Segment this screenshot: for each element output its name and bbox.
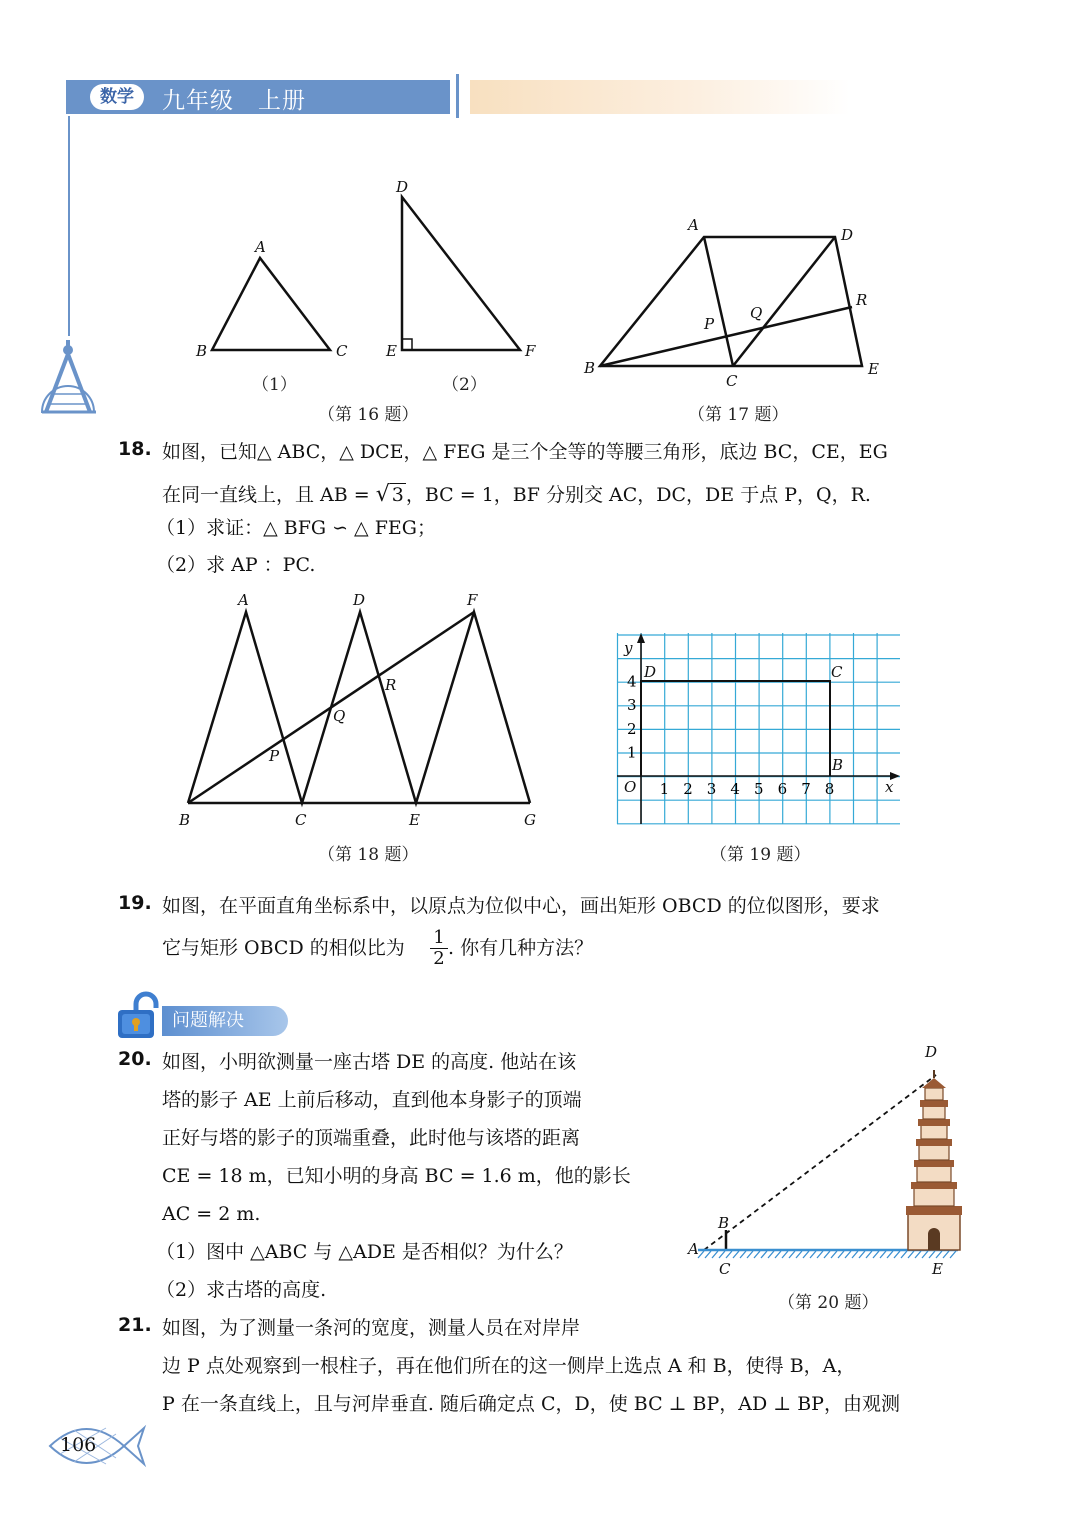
figure-19 [617,633,902,825]
q21-number: 21. [118,1314,152,1336]
fig18-label-d: D [353,591,366,609]
y-tick-label: 4 [627,672,637,691]
fig18-label-e: E [409,811,420,829]
fig19-point-c: C [831,663,843,681]
hatch-mark [838,1251,844,1258]
hatch-mark [810,1251,816,1258]
fig17-label-q: Q [750,304,763,322]
hatch-mark [705,1251,711,1258]
fig20-label-c: C [719,1260,731,1278]
fig16-label-f: F [525,342,536,360]
segment-bf [188,612,474,803]
fig18-label-p: P [269,747,280,765]
x-tick-label: 6 [777,780,788,798]
ground-hatching [698,1251,956,1258]
fig19-x-label: x [885,778,894,796]
page-number: 106 [60,1434,97,1456]
q18-part1: （1）求证：△ BFG ∽ △ FEG； [156,517,436,539]
fig20-label-d: D [925,1043,938,1061]
hatch-mark [894,1251,900,1258]
fig16-sub1-caption: （1） [252,375,297,395]
q18-line2 [162,476,871,514]
hatch-mark [719,1251,725,1258]
sqrt-sign: √ [375,482,390,507]
x-tick-label: 5 [754,780,764,798]
fig20-caption: （第 20 题） [778,1293,879,1313]
fig19-caption: （第 19 题） [710,845,811,865]
fig17-label-d: D [841,226,854,244]
x-tick-label: 3 [706,780,717,798]
q18-part2: （2）求 AP ：PC. [156,554,316,576]
x-tick-label: 2 [683,780,693,798]
fig18-caption: （第 18 题） [318,845,419,865]
q21-line2: 边 P 点处观察到一根柱子，再在他们所在的这一侧岸上选点 A 和 B，使得 B，A， [162,1355,856,1377]
margin-line [68,116,70,336]
fig17-label-c: C [726,372,738,390]
fig16-label-e: E [386,342,397,360]
hatch-mark [915,1251,921,1258]
x-tick-label: 8 [824,780,835,798]
figure-17 [580,215,890,395]
y-tick-label: 3 [627,696,637,715]
header-band [470,80,850,114]
hatch-mark [740,1251,746,1258]
q18-line2-b: ，BC = 1，BF 分别交 AC，DC，DE 于点 P，Q，R. [405,484,871,506]
hatch-mark [726,1251,732,1258]
fig18-label-f: F [467,591,478,609]
compass-icon [38,340,100,416]
fig19-origin: O [624,778,637,796]
fig16-label-a: A [255,238,266,256]
q20-line4: CE = 18 m，已知小明的身高 BC = 1.6 m，他的影长 [162,1165,631,1187]
q20-part2: （2）求古塔的高度. [156,1279,327,1301]
hatch-mark [754,1251,760,1258]
hatch-mark [901,1251,907,1258]
hatch-mark [859,1251,865,1258]
hatch-mark [831,1251,837,1258]
hatch-mark [789,1251,795,1258]
hatch-mark [817,1251,823,1258]
hatch-mark [880,1251,886,1258]
y-tick-label: 1 [627,743,637,762]
fig17-label-p: P [704,315,715,333]
q20-part1: （1）图中 △ABC 与 △ADE 是否相似？为什么？ [156,1241,573,1263]
fig17-label-a: A [688,216,699,234]
fig17-label-b: B [584,359,596,377]
hatch-mark [929,1251,935,1258]
y-tick-label: 2 [627,719,637,738]
right-angle-mark [402,339,412,350]
hatch-mark [768,1251,774,1258]
segment-ac [704,237,733,366]
q18-line2-a: 在同一直线上，且 AB = [162,484,376,506]
fig18-label-b: B [179,811,191,829]
hatch-mark [908,1251,914,1258]
segment-dc [733,237,835,366]
q20-line2: 塔的影子 AE 上前后移动，直到他本身影子的顶端 [162,1089,582,1111]
fig16-label-d: D [396,178,409,196]
q20-line5: AC = 2 m. [162,1203,261,1225]
fig16-caption: （第 16 题） [318,405,419,425]
book-title: 九年级 上册 [162,88,306,114]
hatch-mark [943,1251,949,1258]
q20-line1: 如图，小明欲测量一座古塔 DE 的高度. 他站在该 [162,1051,577,1073]
figure-18 [170,585,560,835]
fig19-point-b: B [832,756,844,774]
hatch-mark [733,1251,739,1258]
hatch-mark [845,1251,851,1258]
hatch-mark [852,1251,858,1258]
x-tick-label: 1 [659,780,670,798]
fraction [430,928,448,969]
hatch-mark [761,1251,767,1258]
hatch-mark [950,1251,956,1258]
fig17-label-e: E [868,360,879,378]
q21-line3: P 在一条直线上，且与河岸垂直. 随后确定点 C，D，使 BC ⊥ BP，AD ⊥ BP，由观测 [162,1393,900,1415]
figure-16 [190,175,550,385]
fig17-label-r: R [856,291,868,309]
fig20-label-e: E [932,1260,943,1278]
zigzag-triangles [188,612,530,803]
hatch-mark [873,1251,879,1258]
fig16-label-c: C [336,342,348,360]
fig18-label-a: A [238,591,249,609]
figure-20 [684,1040,974,1280]
hatch-mark [698,1251,704,1258]
x-tick-labels [660,780,835,798]
hatch-mark [824,1251,830,1258]
quad-outline [600,237,862,366]
hatch-mark [796,1251,802,1258]
hatch-mark [803,1251,809,1258]
fraction-denominator: 2 [433,948,445,969]
fig18-label-q: Q [333,707,346,725]
q20-number: 20. [118,1048,152,1070]
q20-line3: 正好与塔的影子的顶端重叠，此时他与该塔的距离 [162,1127,581,1149]
hatch-mark [866,1251,872,1258]
triangle-abc [212,258,330,350]
q19-line2a: 它与矩形 OBCD 的相似比为 [162,937,405,959]
fraction-numerator: 1 [430,928,448,949]
fig17-caption: （第 17 题） [688,405,789,425]
hatch-mark [712,1251,718,1258]
x-tick-label: 4 [730,780,740,798]
q19-line1: 如图，在平面直角坐标系中，以原点为位似中心，画出矩形 OBCD 的位似图形，要求 [162,895,880,917]
y-tick-labels [627,673,637,762]
hatch-mark [887,1251,893,1258]
fig19-point-d: D [644,663,657,681]
triangle-def [402,197,520,350]
fig20-label-b: B [718,1214,730,1232]
sight-line-ad [704,1075,936,1250]
q18-number: 18. [118,438,152,460]
hatch-mark [936,1251,942,1258]
fig18-label-c: C [295,811,307,829]
fig16-label-b: B [196,342,208,360]
sqrt-value: 3 [391,484,404,506]
hatch-mark [747,1251,753,1258]
section-label: 问题解决 [162,1006,288,1036]
q21-line1: 如图，为了测量一条河的宽度，测量人员在对岸岸 [162,1317,581,1339]
fig18-label-r: R [385,676,397,694]
subject-badge: 数学 [90,84,144,110]
fig16-sub2-caption: （2） [442,375,487,395]
header-divider [456,74,459,118]
hatch-mark [782,1251,788,1258]
q19-line2b: . 你有几种方法？ [448,937,594,959]
x-tick-label: 7 [801,780,811,798]
hatch-mark [775,1251,781,1258]
pagoda [906,1070,962,1250]
q19-number: 19. [118,892,152,914]
fig18-label-g: G [524,811,536,829]
fig20-label-a: A [688,1240,699,1258]
segment-br [600,307,852,366]
hatch-mark [922,1251,928,1258]
q18-line1: 如图，已知△ ABC，△ DCE，△ FEG 是三个全等的等腰三角形，底边 BC，CE，EG [162,441,888,463]
fig19-y-label: y [624,639,633,657]
unlock-icon [116,994,162,1040]
